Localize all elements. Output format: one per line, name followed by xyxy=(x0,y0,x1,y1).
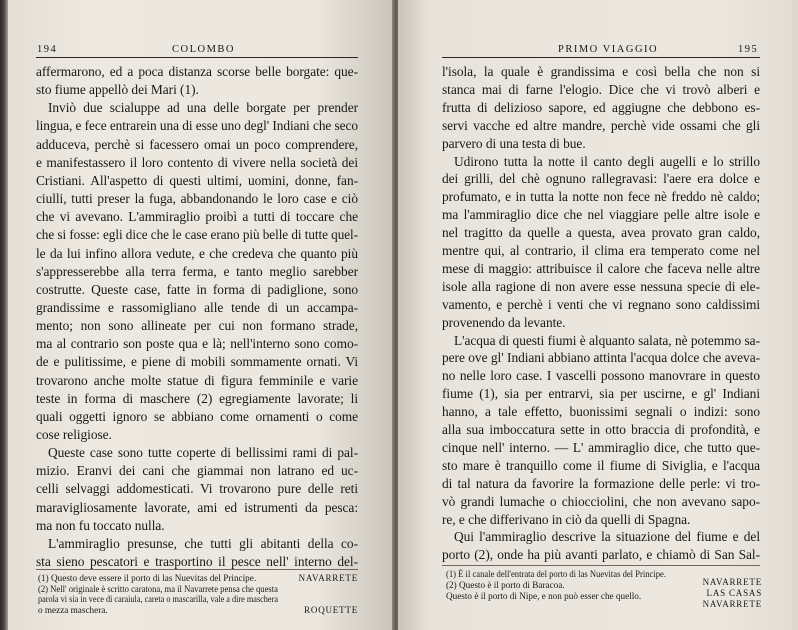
footnote-source: ROQUETTE xyxy=(304,605,358,615)
text-line: alla sua imboccatura sette in otto braccia di profondità, e xyxy=(442,422,760,437)
footnote-rule xyxy=(442,565,760,566)
text-line: s'appresserebbe alla terra ferma, e tanto meglio sarebber xyxy=(36,263,358,279)
text-line: sto mare è tranquillo come il fiume di Siviglia, e l'acqua xyxy=(442,457,760,473)
text-line: quali oggetti ignoro se abbiano come ornamenti o come xyxy=(36,408,358,424)
footnote-line: parola vi sia in vece di caraiula, careta o mascarilla, vale a dire maschera xyxy=(38,594,278,605)
footnote-rule xyxy=(36,569,358,570)
text-line: celli selvaggi addomesticati. Vi trovarono pure delle reti xyxy=(36,481,358,497)
text-line: cose religiose. xyxy=(36,427,112,442)
text-line: lingua, e fece entrarein una di esse uno degl' Indiani che seco xyxy=(36,118,358,134)
text-line: mizio. Eranvi dei cani che giammai non latrano ed uc- xyxy=(36,463,358,479)
text-line: cinque nell' interno. — L' ammiraglio dice, che tutto que- xyxy=(442,439,760,455)
text-line: le da lui infino allora vedute, e che credeva che quanto più xyxy=(36,245,358,261)
text-line: frutta di delizioso sapore, ed aggiugne che debbono es- xyxy=(442,99,760,115)
text-line: provenendo da levante. xyxy=(442,314,566,330)
text-line: stanca mai di farne l'elogio. Dice che vi trovò alberi e xyxy=(442,81,760,97)
footnote-line: Questo è il porto di Nipe, e non può esser che quello. xyxy=(446,590,642,601)
text-line: L'acqua di questi fiumi è alquanto salata, nè potemmo sa- xyxy=(454,332,760,348)
text-line: ma l'ammiraglio dice che nel viaggiare pelle altre isole e xyxy=(442,207,760,223)
text-line: nel tragitto da quelle a questa, avea provato gran caldo, xyxy=(442,225,760,241)
text-line: costrutte. Queste case, fatte in forma di padiglione, sono xyxy=(36,281,358,297)
header-rule xyxy=(442,57,760,58)
footnote-source: NAVARRETE xyxy=(298,573,358,583)
text-line: l'isola, la quale è grandissima e così bella che non si xyxy=(442,64,760,79)
footnote-source: NAVARRETE xyxy=(702,577,762,587)
text-line: pere ove gl' Indiani abbiano attinta l'acqua dolce che aveva- xyxy=(442,350,760,366)
left-page xyxy=(8,0,394,630)
footnote-line: (1) È il canale dell'entrata del porto di las Nuevitas del Principe. xyxy=(446,569,666,579)
text-line: grandissime e rassomigliano alle tende di un accampa- xyxy=(36,299,358,315)
text-line: L'ammiraglio presunse, che tutti gli abitanti della co- xyxy=(48,535,358,551)
text-line: de e pulitissime, e piene di mobili sommamente ornati. Vi xyxy=(36,354,358,370)
text-line: di tal natura da favorire la formazione delle perle: vi tro- xyxy=(442,475,760,491)
header-rule xyxy=(36,57,358,58)
text-line: Udirono tutta la notte il canto degli augelli e lo strillo xyxy=(454,153,760,169)
running-head: COLOMBO xyxy=(172,44,236,55)
page-number: 194 xyxy=(37,44,58,55)
text-line: affermarono, ed a poca distanza scorse belle borgate: que- xyxy=(36,64,358,79)
text-line: sto fiume appellò dei Mari (1). xyxy=(36,82,199,98)
text-line: profumato, e in tutta la notte non fece nè freddo nè caldo; xyxy=(442,189,760,205)
footnote-source: LAS CASAS xyxy=(706,588,762,598)
text-line: fiume (1), sia per entrarvi, sia per uscirne, e gl' Indiani xyxy=(442,386,760,402)
text-line: teste in forma di maschere (2) egregiamente lavorate; li xyxy=(36,390,358,406)
text-line: Inviò due scialuppe ad una delle borgate per prender xyxy=(48,100,358,116)
footnote-line: (2) Questo è il porto di Baracoa. xyxy=(446,579,565,590)
text-line: dei grilli, del chè ognuno rallegravasi: l'aere era dolce e xyxy=(442,171,760,187)
text-line: mese di maggio: attribuisce il calore che faceva nelle altre xyxy=(442,260,760,276)
footnote-source: NAVARRETE xyxy=(702,599,762,609)
running-head: PRIMO VIAGGIO xyxy=(558,44,659,55)
text-line: porto (2), onde ha più avanti parlato, e chiamò di San Sal- xyxy=(442,547,760,563)
text-line: adduceva, perchè si facessero omai un poco comprendere, xyxy=(36,136,358,152)
text-line: Qui l'ammiraglio descrive la situazione del fiume e del xyxy=(454,529,760,545)
text-line: che vi avevano. L'ammiraglio proibì a tutti di toccare che xyxy=(36,209,358,225)
text-line: sta sieno pescatori e trasportino il pesce nell' interno del- xyxy=(36,554,358,570)
page-number: 195 xyxy=(738,44,759,55)
footnote-line: (1) Questo deve essere il porto di las Nuevitas del Principe. xyxy=(38,573,257,583)
text-line: no nelle loro case. I vascelli possono manovrare in questo xyxy=(442,368,760,384)
text-line: maravigliosamente lavorate, ami ed istrumenti da pesca: xyxy=(36,499,358,515)
right-page xyxy=(398,0,792,630)
text-line: servi vacche ed altre mandre, perchè vide ossami che gli xyxy=(442,117,760,133)
text-line: ma non fu toccato nulla. xyxy=(36,517,165,533)
text-line: ciulli, tutti preser la fuga, abbandonando le loro case e ciò xyxy=(36,191,358,207)
text-line: Queste case sono tutte coperte di bellissimi rami di pal- xyxy=(48,445,358,461)
footnote-line: o mezza maschera. xyxy=(38,604,108,615)
footnote-line: (2) Nell' originale è scritto caratona, ma il Navarrete pensa che questa xyxy=(38,583,278,594)
text-line: mentre qui, al contrario, il clima era temperato come nel xyxy=(442,243,760,258)
text-line: che si fosse: egli dice che le case erano più belle di tutte quel- xyxy=(36,227,358,243)
text-line: Cristiani. All'aspetto di questi ultimi, uomini, donne, fan- xyxy=(36,172,358,188)
text-line: hanno, a tale effetto, buonissimi segnali o indizi: sono xyxy=(442,404,760,420)
text-line: isole alla ragione di non avere esse nessuna specie di ele- xyxy=(442,278,760,294)
text-line: trovarono anche molte statue di figura femminile e varie xyxy=(36,372,358,388)
text-line: re, e che differivano in ciò da quelli di Spagna. xyxy=(442,511,691,527)
text-line: vamento, e perchè i venti che vi regnano sono caldissimi xyxy=(442,296,760,312)
text-line: e manifestassero il loro contento di vivere nella società dei xyxy=(36,154,358,170)
text-line: parvero di una testa di bue. xyxy=(442,135,586,151)
text-line: vò grandi lumache o chiocciolini, che non avevano sapo- xyxy=(442,493,760,509)
text-line: ma al contrario son poste qua e là; nell'interno sono como- xyxy=(36,336,358,352)
text-line: mento; non sono allineate per cui non formano strade, xyxy=(36,318,358,334)
